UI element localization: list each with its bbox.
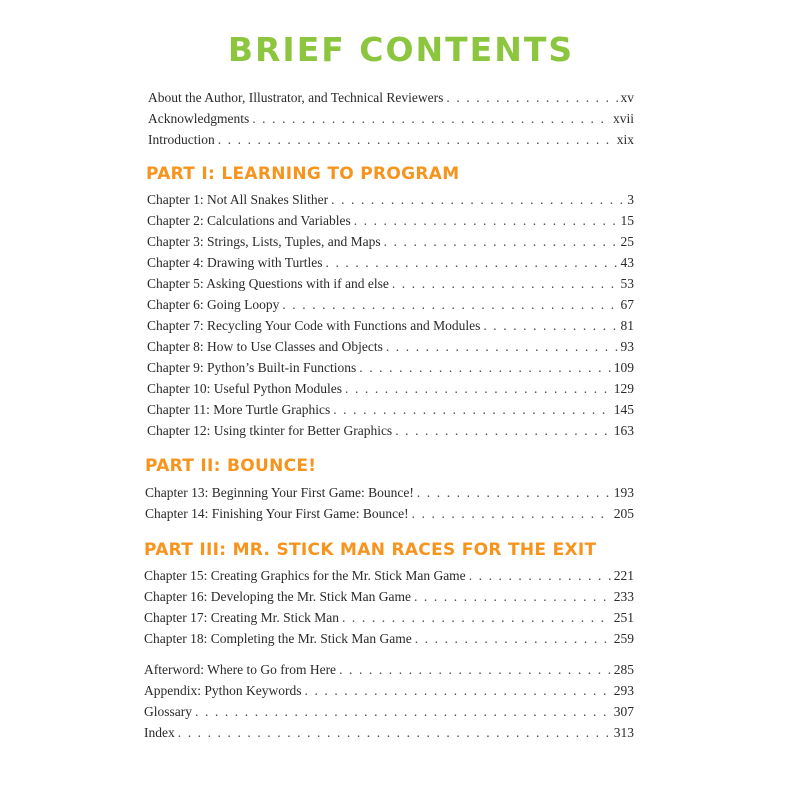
toc-entry-label: Chapter 16: Developing the Mr. Stick Man Game <box>144 589 411 604</box>
toc-entry-chapter <box>145 483 634 503</box>
dot-leader <box>392 274 618 294</box>
dot-leader <box>417 483 611 503</box>
toc-entry-appendix <box>144 681 634 701</box>
toc-entry-label: About the Author, Illustrator, and Technical Reviewers <box>148 90 444 105</box>
toc-entry-chapter <box>147 421 634 441</box>
toc-entry-page: 129 <box>613 381 634 396</box>
toc-entry-page: 251 <box>613 610 634 625</box>
toc-entry-page: 25 <box>620 234 634 249</box>
toc-entry-chapter <box>144 608 634 628</box>
toc-entry-label: Chapter 13: Beginning Your First Game: Bounce! <box>145 485 414 500</box>
dot-leader <box>483 316 617 336</box>
toc-entry-label: Chapter 15: Creating Graphics for the Mr. Stick Man Game <box>144 568 466 583</box>
dot-leader <box>333 400 611 420</box>
dot-leader <box>414 587 611 607</box>
toc-entry-index <box>144 723 634 743</box>
toc-entry-chapter <box>147 358 634 378</box>
toc-entry-page: 145 <box>613 402 634 417</box>
toc-entry-page: 293 <box>613 683 634 698</box>
dot-leader <box>331 190 624 210</box>
toc-entry-chapter <box>144 629 634 649</box>
dot-leader <box>446 88 617 108</box>
toc-entry-chapter <box>147 295 634 315</box>
toc-entry-chapter <box>147 274 634 294</box>
toc-entry-page: 221 <box>613 568 634 583</box>
toc-entry-page: xv <box>620 90 634 105</box>
toc-entry-label: Afterword: Where to Go from Here <box>144 662 337 677</box>
toc-entry-page: 3 <box>627 192 634 207</box>
toc-entry-label: Chapter 8: How to Use Classes and Objects <box>147 339 383 354</box>
page-title: BRIEF CONTENTS <box>227 30 575 69</box>
dot-leader <box>384 232 618 252</box>
toc-entry-label: Chapter 17: Creating Mr. Stick Man <box>144 610 339 625</box>
dot-leader <box>195 702 611 722</box>
toc-entry-chapter <box>145 504 634 524</box>
dot-leader <box>178 723 611 743</box>
dot-leader <box>354 211 618 231</box>
toc-entry-page: 53 <box>620 276 634 291</box>
toc-entry-chapter <box>147 400 634 420</box>
toc-entry-label: Chapter 3: Strings, Lists, Tuples, and Maps <box>147 234 381 249</box>
toc-entry-label: Chapter 6: Going Loopy <box>147 297 280 312</box>
dot-leader <box>345 379 611 399</box>
dot-leader <box>386 337 618 357</box>
toc-entry-chapter <box>147 232 634 252</box>
toc-entry-label: Chapter 12: Using tkinter for Better Graphics <box>147 423 393 438</box>
toc-entry-afterword <box>144 660 634 680</box>
toc-entry-glossary <box>144 702 634 722</box>
dot-leader <box>342 608 611 628</box>
dot-leader <box>282 295 617 315</box>
toc-entry-page: 313 <box>613 725 634 740</box>
toc-entry-page: 15 <box>620 213 634 228</box>
toc-entry-chapter <box>147 211 634 231</box>
toc-entry-label: Chapter 10: Useful Python Modules <box>147 381 342 396</box>
toc-entry-label: Chapter 18: Completing the Mr. Stick Man Game <box>144 631 412 646</box>
toc-entry-label: Chapter 11: More Turtle Graphics <box>147 402 331 417</box>
toc-entry-chapter <box>147 190 634 210</box>
toc-entry-introduction <box>148 130 634 150</box>
dot-leader <box>218 130 614 150</box>
toc-entry-label: Glossary <box>144 704 192 719</box>
toc-entry-chapter <box>144 566 634 586</box>
toc-entry-page: 43 <box>620 255 634 270</box>
toc-entry-label: Chapter 2: Calculations and Variables <box>147 213 351 228</box>
dot-leader <box>305 681 611 701</box>
dot-leader <box>469 566 611 586</box>
part-heading: PART I: LEARNING TO PROGRAM <box>146 164 460 184</box>
toc-entry-label: Chapter 5: Asking Questions with if and else <box>147 276 389 291</box>
toc-entry-chapter <box>144 587 634 607</box>
toc-entry-about-author <box>148 88 634 108</box>
dot-leader <box>326 253 618 273</box>
toc-entry-label: Chapter 4: Drawing with Turtles <box>147 255 323 270</box>
toc-entry-page: 109 <box>613 360 634 375</box>
dot-leader <box>415 629 611 649</box>
toc-entry-page: 285 <box>613 662 634 677</box>
toc-entry-page: 259 <box>613 631 634 646</box>
toc-entry-page: 205 <box>613 506 634 521</box>
toc-entry-page: 93 <box>620 339 634 354</box>
toc-entry-acknowledgments <box>148 109 634 129</box>
toc-entry-label: Acknowledgments <box>148 111 250 126</box>
toc-entry-chapter <box>147 253 634 273</box>
part-heading: PART II: BOUNCE! <box>145 456 317 476</box>
toc-entry-label: Index <box>144 725 175 740</box>
toc-entry-label: Introduction <box>148 132 215 147</box>
dot-leader <box>412 504 611 524</box>
toc-entry-page: 67 <box>620 297 634 312</box>
toc-entry-page: xix <box>616 132 634 147</box>
part-heading: PART III: MR. STICK MAN RACES FOR THE EXIT <box>144 540 597 560</box>
toc-entry-chapter <box>147 379 634 399</box>
toc-entry-page: 307 <box>613 704 634 719</box>
dot-leader <box>339 660 611 680</box>
dot-leader <box>252 109 610 129</box>
dot-leader <box>359 358 610 378</box>
toc-entry-page: 233 <box>613 589 634 604</box>
toc-entry-chapter <box>147 337 634 357</box>
toc-entry-page: 193 <box>613 485 634 500</box>
toc-entry-page: 81 <box>620 318 634 333</box>
toc-entry-label: Chapter 7: Recycling Your Code with Functions and Modules <box>147 318 481 333</box>
toc-entry-chapter <box>147 316 634 336</box>
toc-entry-page: 163 <box>613 423 634 438</box>
toc-entry-label: Appendix: Python Keywords <box>144 683 302 698</box>
toc-entry-page: xvii <box>612 111 634 126</box>
dot-leader <box>395 421 611 441</box>
toc-entry-label: Chapter 14: Finishing Your First Game: Bounce! <box>145 506 409 521</box>
toc-entry-label: Chapter 1: Not All Snakes Slither <box>147 192 329 207</box>
toc-entry-label: Chapter 9: Python’s Built-in Functions <box>147 360 357 375</box>
